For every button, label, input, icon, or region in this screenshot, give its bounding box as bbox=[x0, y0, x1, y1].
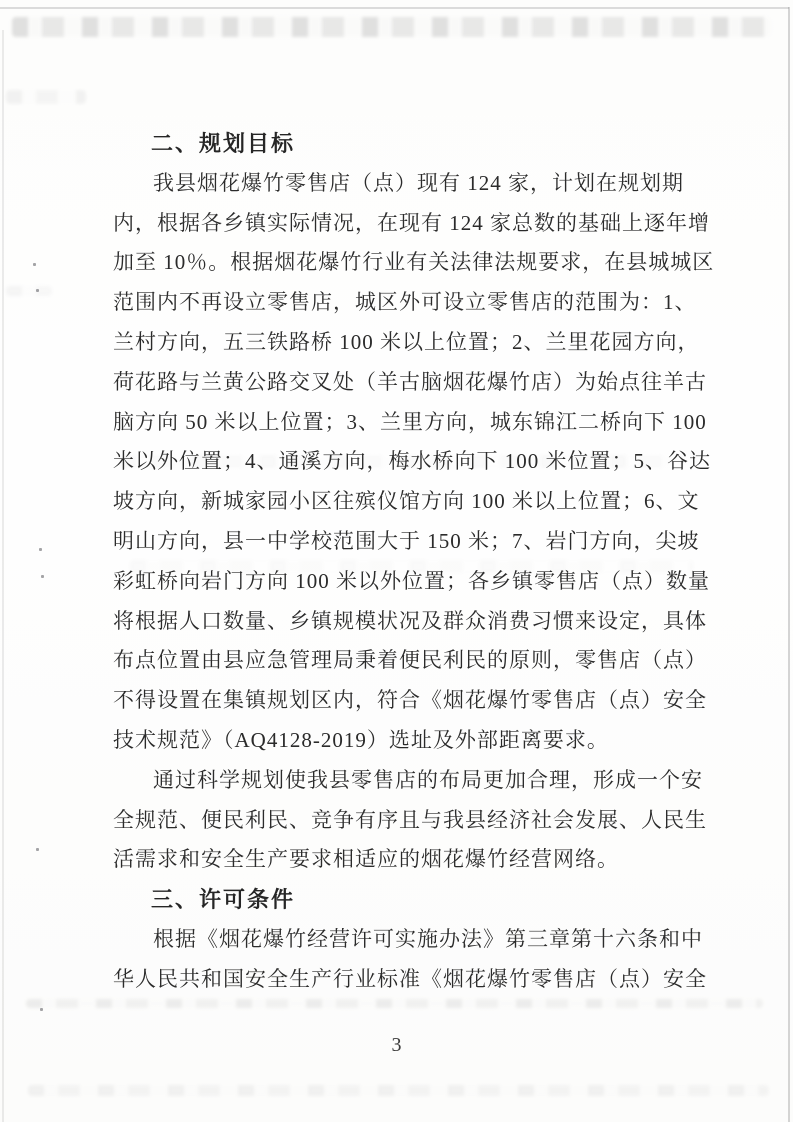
scan-edge-top-line bbox=[0, 7, 789, 9]
scan-edge-left-line bbox=[2, 30, 4, 1122]
scan-edge-right-line bbox=[788, 7, 790, 1122]
paragraph-line: 我县烟花爆竹零售店（点）现有 124 家，计划在规划期 bbox=[153, 170, 684, 195]
section-heading-permit-conditions: 三、许可条件 bbox=[151, 887, 296, 913]
paragraph-line: 不得设置在集镇规划区内，符合《烟花爆竹零售店（点）安全 bbox=[113, 688, 707, 713]
paragraph-line: 将根据人口数量、乡镇规模状况及群众消费习惯来设定，具体 bbox=[113, 608, 707, 633]
paragraph-line: 彩虹桥向岩门方向 100 米以外位置；各乡镇零售店（点）数量 bbox=[113, 568, 710, 593]
scan-speck bbox=[39, 548, 42, 551]
scan-artifact-bottom-band bbox=[26, 999, 763, 1008]
paragraph-line: 兰村方向，五三铁路桥 100 米以上位置；2、兰里花园方向， bbox=[113, 329, 700, 354]
scan-speck bbox=[41, 575, 44, 578]
paragraph-line: 内，根据各乡镇实际情况，在现有 124 家总数的基础上逐年增 bbox=[113, 210, 710, 235]
paragraph-line: 荷花路与兰黄公路交叉处（羊古脑烟花爆竹店）为始点往羊古 bbox=[113, 369, 707, 394]
paragraph-line: 明山方向，县一中学校范围大于 150 米；7、岩门方向，尖坡 bbox=[113, 528, 700, 553]
paragraph-line: 米以外位置；4、通溪方向，梅水桥向下 100 米位置；5、谷达 bbox=[113, 449, 711, 474]
scan-speck bbox=[40, 1008, 43, 1011]
paragraph-line: 范围内不再设立零售店，城区外可设立零售店的范围为：1、 bbox=[113, 290, 697, 315]
section-heading-planning-goals: 二、规划目标 bbox=[151, 131, 296, 156]
paragraph-line: 布点位置由县应急管理局秉着便民利民的原则，零售店（点） bbox=[113, 648, 707, 673]
paragraph-line: 全规范、便民利民、竞争有序且与我县经济社会发展、人民生 bbox=[113, 807, 707, 832]
page-number: 3 bbox=[391, 1034, 402, 1056]
scan-artifact-left-smudge bbox=[6, 286, 52, 296]
paragraph-line: 华人民共和国安全生产行业标准《烟花爆竹零售店（点）安全 bbox=[113, 966, 707, 991]
scan-artifact-left-smudge bbox=[6, 90, 86, 104]
document-body bbox=[113, 124, 715, 1000]
scan-speck bbox=[36, 848, 39, 851]
paragraph-line: 通过科学规划使我县零售店的布局更加合理，形成一个安 bbox=[153, 767, 703, 792]
scan-speck bbox=[36, 289, 39, 292]
paragraph-line: 活需求和安全生产要求相适应的烟花爆竹经营网络。 bbox=[113, 847, 619, 872]
paragraph-line: 坡方向，新城家园小区往殡仪馆方向 100 米以上位置；6、文 bbox=[113, 489, 700, 514]
paragraph-line: 技术规范》（AQ4128-2019）选址及外部距离要求。 bbox=[113, 727, 609, 752]
scan-speck bbox=[33, 263, 36, 266]
paragraph-line: 脑方向 50 米以上位置；3、兰里方向，城东锦江二桥向下 100 bbox=[113, 409, 707, 434]
paragraph-line: 加至 10％。根据烟花爆竹行业有关法律法规要求，在县城城区 bbox=[113, 250, 715, 275]
paragraph-line: 根据《烟花爆竹经营许可实施办法》第三章第十六条和中 bbox=[153, 926, 703, 951]
scan-artifact-top-band bbox=[12, 17, 771, 37]
scan-artifact-bottom-band bbox=[28, 1085, 769, 1096]
